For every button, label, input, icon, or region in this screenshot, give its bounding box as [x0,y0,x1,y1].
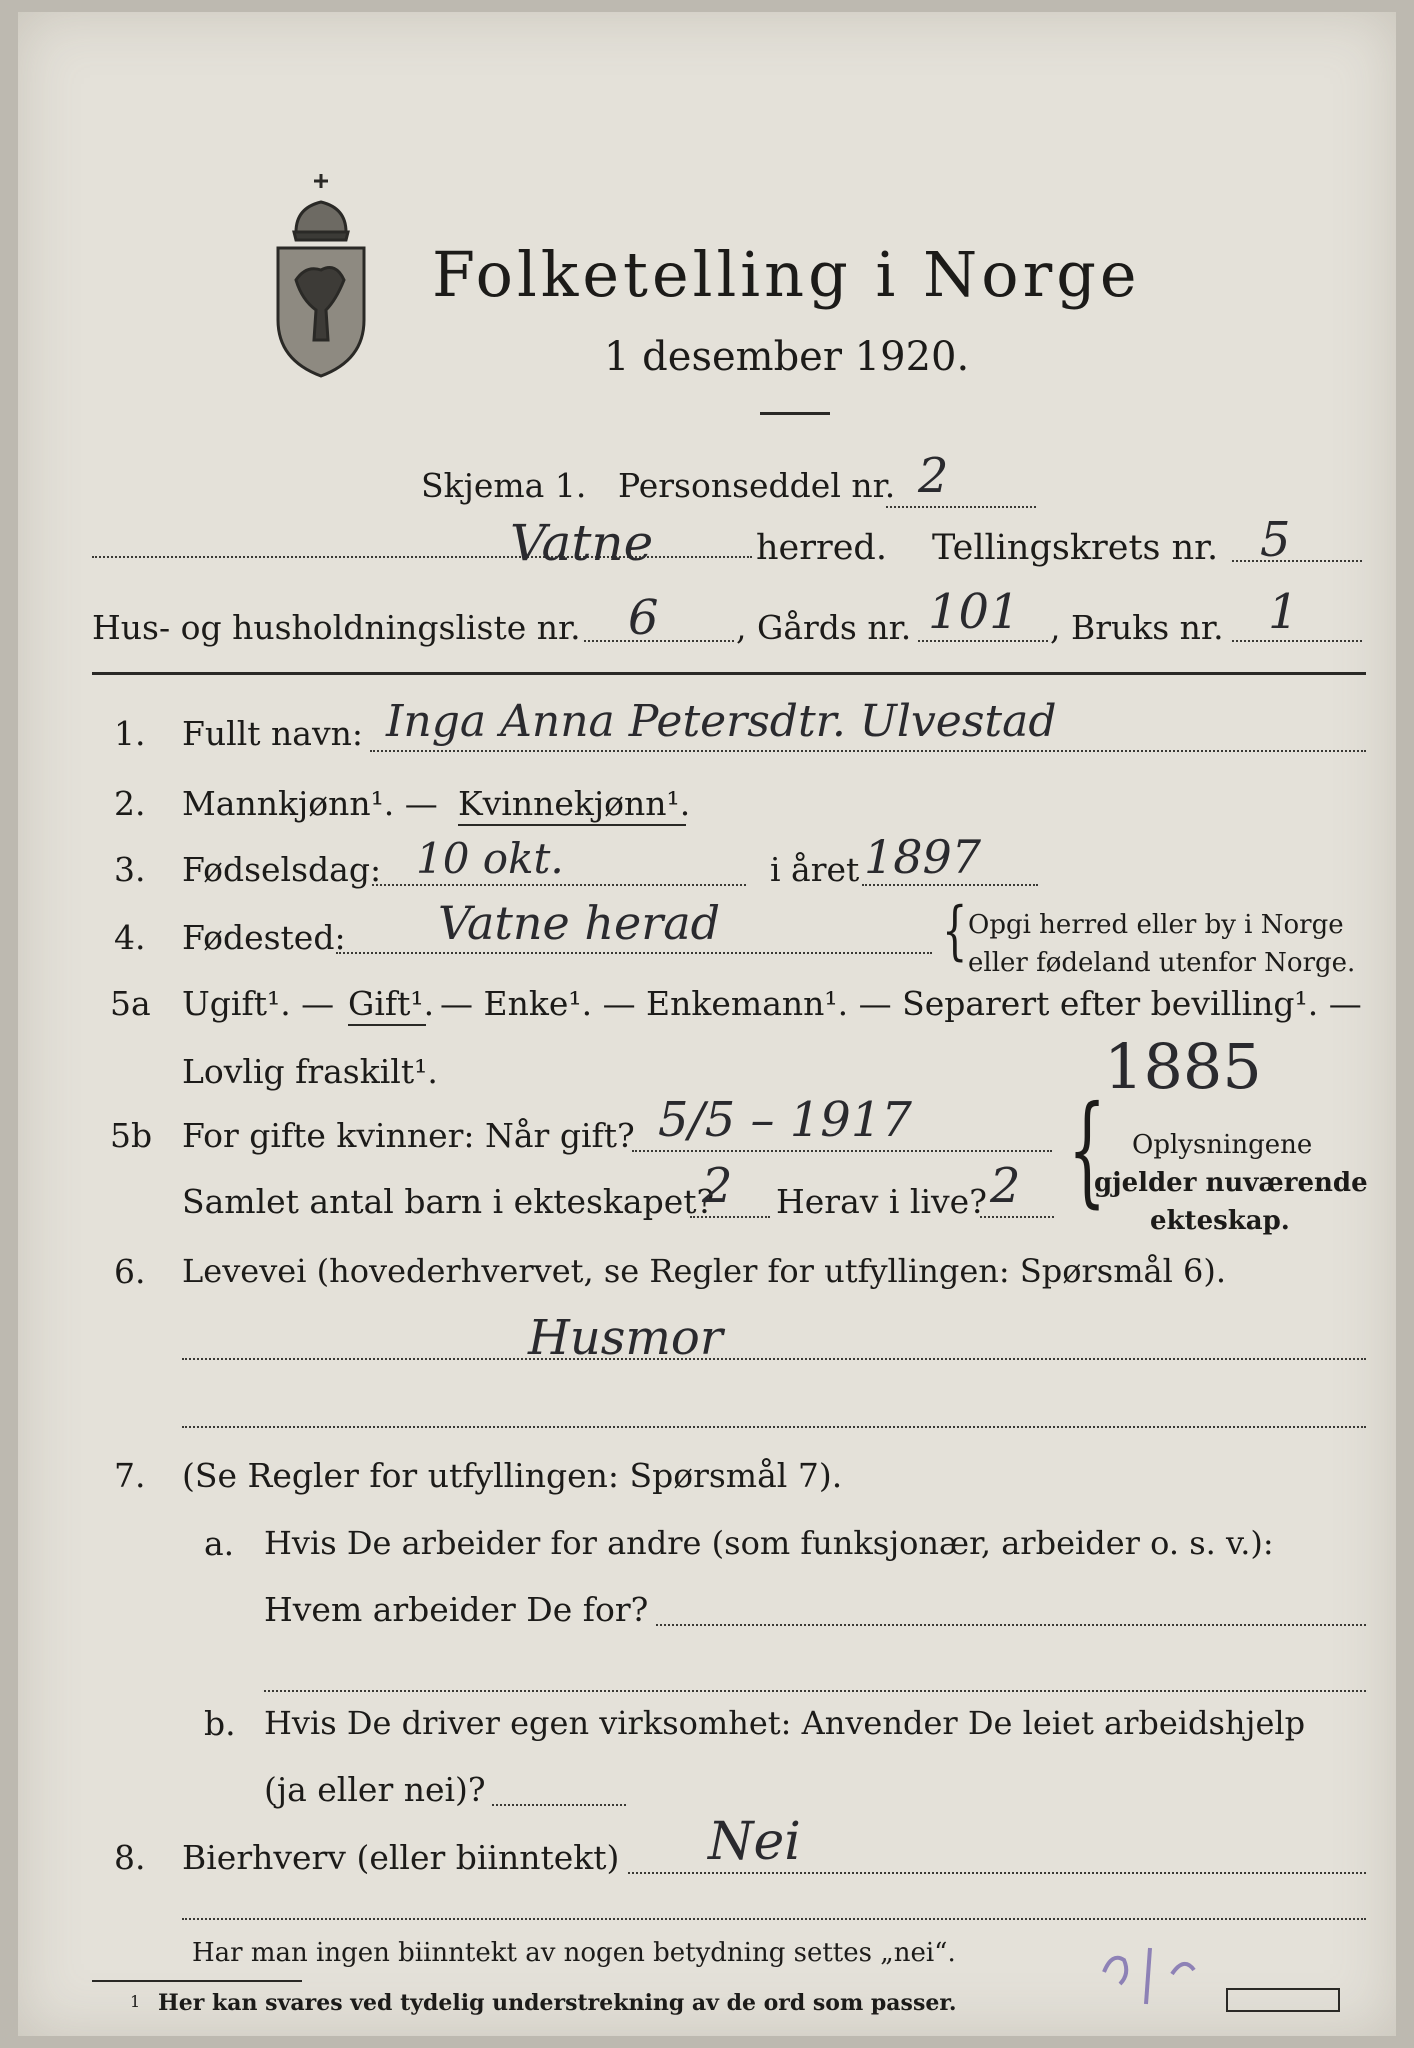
q5b-note-3: ekteskap. [1150,1206,1290,1236]
birthday-value: 10 okt. [416,834,564,883]
q6-number: 6. [114,1252,146,1291]
married-date-value: 5/5 – 1917 [658,1092,912,1148]
children-value: 2 [702,1158,733,1214]
printer-mark [1226,1988,1340,2012]
footnote-divider [92,1980,302,1982]
margin-note-1885: 1885 [1104,1030,1262,1103]
title-divider [760,412,830,415]
children-field[interactable] [690,1216,770,1218]
q7b-number: b. [204,1704,236,1743]
gift-underline [348,1024,426,1026]
married-date-field[interactable] [632,1150,1052,1152]
census-date: 1 desember 1920. [604,334,970,380]
gift-label: Gift¹. [348,984,435,1023]
q6-label: Levevei (hovederhvervet, se Regler for utfyllingen: Spørsmål 6). [182,1252,1227,1290]
ugift-label: Ugift¹. — [182,984,335,1023]
q5a-rest: — Enke¹. — Enkemann¹. — Separert efter bevilling¹. — [440,984,1362,1023]
year-label: i året [770,850,860,889]
q7b-label: Hvis De driver egen virksomhet: Anvender De leiet arbeidshjelp [264,1704,1306,1742]
mannkjonn-label: Mannkjønn¹. — [182,784,438,823]
q1-label: Fullt navn: [182,714,363,753]
gards-field[interactable] [918,640,1048,642]
q7b-label-2: (ja eller nei)? [264,1770,486,1809]
q5b-note-1: Oplysningene [1132,1130,1313,1160]
q8-label: Bierhverv (eller biinntekt) [182,1838,620,1877]
kvinnekjonn-label: Kvinnekjønn¹. [458,784,691,823]
form-title: Folketelling i Norge [432,238,1141,311]
employer-field-2[interactable] [264,1690,1366,1692]
q3-label: Fødselsdag: [182,850,382,889]
schema-label: Skjema 1. [421,466,587,505]
personseddel-label: Personseddel nr. [618,466,896,505]
q8-number: 8. [114,1838,146,1877]
tellingskrets-label: Tellingskrets nr. [932,528,1219,568]
q2-number: 2. [114,784,146,823]
full-name-value: Inga Anna Petersdtr. Ulvestad [386,696,1057,747]
birth-year-value: 1897 [864,830,982,884]
census-form [18,12,1396,2036]
gards-value: 101 [928,584,1020,640]
ink-stamp-icon [1094,1934,1214,2014]
q4-note-1: Opgi herred eller by i Norge [968,910,1344,940]
q7a-label: Hvis De arbeider for andre (som funksjonær, arbeider o. s. v.): [264,1524,1274,1562]
q5b-label: For gifte kvinner: Når gift? [182,1116,635,1155]
bruks-field[interactable] [1232,640,1362,642]
live-label: Herav i live? [776,1182,987,1221]
personseddel-value: 2 [918,448,949,504]
bruks-label: , Bruks nr. [1050,608,1224,647]
birthplace-field[interactable] [336,952,932,954]
q4-note-2: eller fødeland utenfor Norge. [968,948,1356,978]
footnote-text: Her kan svares ved tydelig understrekning av de ord som passer. [158,1990,957,2016]
tellingskrets-field[interactable] [1232,560,1362,562]
side-income-value: Nei [708,1812,801,1872]
q4-number: 4. [114,918,146,957]
q3-number: 3. [114,850,146,889]
bruks-value: 1 [1268,584,1299,640]
herred-label: herred. [756,528,887,568]
q5a-number: 5a [110,984,151,1023]
barn-label: Samlet antal barn i ekteskapet? [182,1182,715,1221]
q1-number: 1. [114,714,146,753]
side-income-field-2[interactable] [182,1918,1366,1920]
hus-label: Hus- og husholdningsliste nr. [92,608,581,647]
herred-value: Vatne [510,514,654,572]
full-name-field[interactable] [370,750,1366,752]
q4-label: Fødested: [182,918,346,957]
hus-field[interactable] [584,640,734,642]
q7-number: 7. [114,1456,146,1495]
q7a-label-2: Hvem arbeider De for? [264,1590,649,1629]
footnote-mark: 1 [130,1992,141,2011]
personseddel-field[interactable] [886,506,1036,508]
occupation-field-2[interactable] [182,1426,1366,1428]
fraskilt-label: Lovlig fraskilt¹. [182,1052,438,1091]
header-divider [92,672,1366,675]
birthday-field[interactable] [372,884,746,886]
occupation-field-1[interactable] [182,1358,1366,1360]
q5b-brace: { [1068,1081,1107,1221]
q4-brace: { [942,894,968,968]
living-children-field[interactable] [980,1216,1054,1218]
occupation-value: Husmor [528,1310,723,1366]
side-income-field[interactable] [628,1872,1366,1874]
tellingskrets-value: 5 [1260,512,1291,568]
birthplace-value: Vatne herad [438,896,721,950]
q7-label: (Se Regler for utfyllingen: Spørsmål 7). [182,1456,843,1495]
employer-field-1[interactable] [656,1624,1366,1626]
kvinnekjonn-underline [458,824,686,826]
hired-help-field[interactable] [492,1804,626,1806]
footer-note: Har man ingen biinntekt av nogen betydning settes „nei“. [192,1938,956,1968]
q5b-number: 5b [110,1116,153,1155]
birth-year-field[interactable] [862,884,1038,886]
living-children-value: 2 [990,1158,1021,1214]
q5b-note-2: gjelder nuværende [1094,1168,1368,1198]
coat-of-arms-icon [266,170,376,380]
hus-value: 6 [628,590,659,646]
q7a-number: a. [204,1524,235,1563]
gards-label: , Gårds nr. [736,608,912,647]
